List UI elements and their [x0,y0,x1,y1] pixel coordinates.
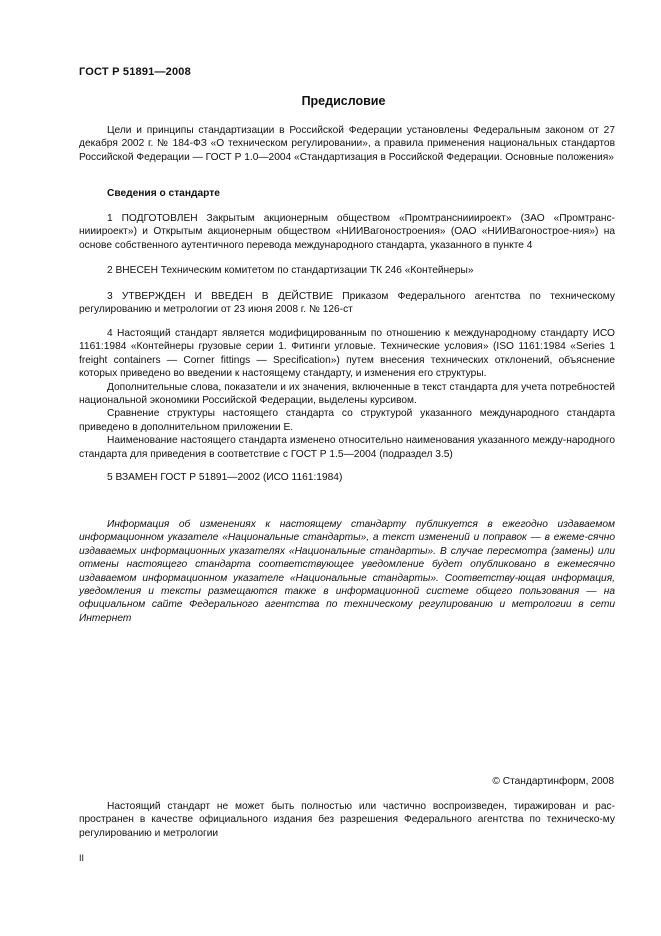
item-5-block [79,471,615,484]
item-3: 3 УТВЕРЖДЕН И ВВЕДЕН В ДЕЙСТВИЕ Приказом Федерального агентства по техническому регулированию и метрологии от 23 июня 2008 г. № 126-ст [79,291,615,316]
notice-section [79,518,615,625]
item-2-block [79,264,615,277]
item-4-p3: Сравнение структуры настоящего стандарта со структурой указанного международного стандарта приведено в дополнительном приложении Е. [79,408,615,433]
item-5: 5 ВЗАМЕН ГОСТ Р 51891—2002 (ИСО 1161:1984) [107,472,343,483]
reproduction-paragraph: Настоящий стандарт не может быть полностью или частично воспроизведен, тиражирован и рас-пространен в качестве официального издания без разрешения Федерального агентства по техническо-му регулированию и метрологии [79,801,615,839]
item-4-p2: Дополнительные слова, показатели и их значения, включенные в текст стандарта для учета потребностей национальной экономики Российской Федерации, выделены курсивом. [79,381,615,407]
intro-section [79,124,615,164]
reproduction-section [79,800,615,840]
item-3-block [79,290,615,317]
item-4-block [79,327,615,461]
standard-id-header: ГОСТ Р 51891—2008 [79,66,191,78]
info-heading-block [79,187,615,200]
item-1-block [79,212,615,252]
item-4-p4: Наименование настоящего стандарта изменено относительно наименования указанного между-народного стандарта для приведения в соответствие с ГОСТ Р 1.5—2004 (подраздел 3.5) [79,435,615,460]
item-1: 1 ПОДГОТОВЛЕН Закрытым акционерным обществом «Промтранснииироект» (ЗАО «Промтранс-нииироект») и Открытым акционерным обществом «НИИВагоностроения» (ОАО «НИИВагонострое-ния») на основе собственного аутентичного перевода международного стандарта, указанного в пункте 4 [79,213,615,251]
page-title: Предисловие [301,94,386,108]
copyright-line: © Стандартинформ, 2008 [492,776,614,787]
intro-paragraph: Цели и принципы стандартизации в Российской Федерации установлены Федеральным законом от 27 декабря 2002 г. № 184-ФЗ «О техническом регулировании», а правила применения национальных стандартов Российской Федерации — ГОСТ Р 1.0—2004 «Стандартизация в Российской Федерации. Основные положения» [79,125,615,163]
item-2: 2 ВНЕСЕН Техническим комитетом по стандартизации ТК 246 «Контейнеры» [107,265,474,276]
info-heading: Сведения о стандарте [107,188,220,199]
page-number: II [79,853,85,863]
notice-paragraph: Информация об изменениях к настоящему стандарту публикуется в ежегодно издаваемом информационном указателе «Национальные стандарты», а текст изменений и поправок — в ежеме-сячно издаваемых информационных указателях «Национальные стандарты». В случае пересмотра (замены) или отмены настоящего стандарта соответствующее уведомление будет опубликовано в ежемесячно издаваемом информационном указателе «Национальные стандарты». Соответству-ющая информация, уведомления и тексты размещаются также в информационной системе общего пользования — на официальном сайте Федерального агентства по техническому регулированию и метрологии в сети Интернет [79,519,615,624]
item-4-p1: 4 Настоящий стандарт является модифицированным по отношению к международному стандарту ИСО 1161:1984 «Контейнеры грузовые серии 1. Фитинги угловые. Технические условия» (ISO 1161:1984 «Series 1 freight containers — Corner fittings — Specification») путем внесения технических отклонений, объяснение которых приведено во введении к настоящему стандарту, и изменения его структуры. [79,328,615,380]
